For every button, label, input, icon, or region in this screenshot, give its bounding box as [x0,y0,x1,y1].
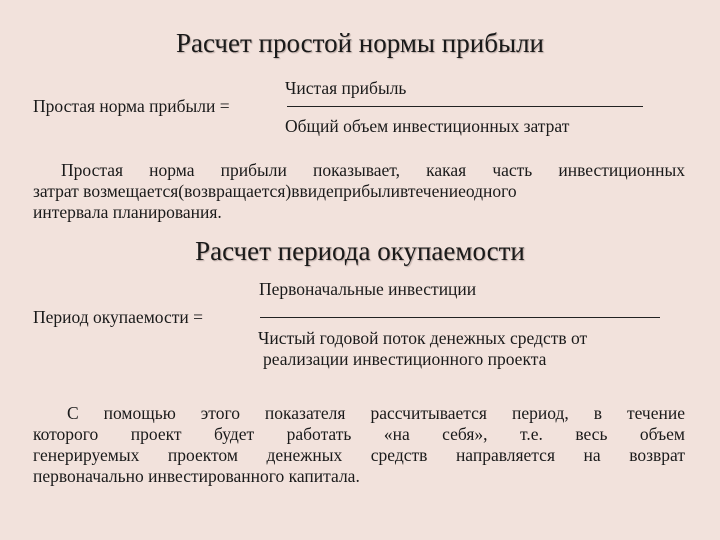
formula2-denominator-line1: Чистый годовой поток денежных средств от [258,328,588,348]
paragraph-payback-period [33,403,685,487]
formula2-fraction-line [260,317,660,318]
section-title-payback-period: Расчет периода окупаемости [195,236,525,266]
paragraph2-line3: генерируемых проектом денежных средств направляется на возврат [33,445,685,465]
formula1-denominator: Общий объем инвестиционных затрат [285,116,570,136]
formula2-denominator-line2: реализации инвестиционного проекта [263,349,547,369]
paragraph1-line1: Простая норма прибыли показывает, какая часть инвестиционных [61,160,685,180]
formula2-label: Период окупаемости = [33,307,203,327]
section-title-simple-return: Расчет простой нормы прибыли [175,28,545,58]
paragraph2-line2: которого проект будет работать «на себя», т.е. весь объем [33,424,685,444]
formula2-numerator: Первоначальные инвестиции [259,279,477,299]
paragraph1-line3: интервала планирования. [33,202,222,222]
formula1-numerator: Чистая прибыль [285,78,407,98]
paragraph2-line4: первоначально инвестированного капитала. [33,466,360,486]
paragraph1-line2: затрат возмещается(возвращается)ввидеприбыливтечениеодного [33,181,517,201]
paragraph-simple-return [33,160,685,223]
formula1-fraction-line [287,106,643,107]
paragraph2-line1: С помощью этого показателя рассчитывается период, в течение [67,403,685,423]
formula1-label: Простая норма прибыли = [33,96,230,116]
